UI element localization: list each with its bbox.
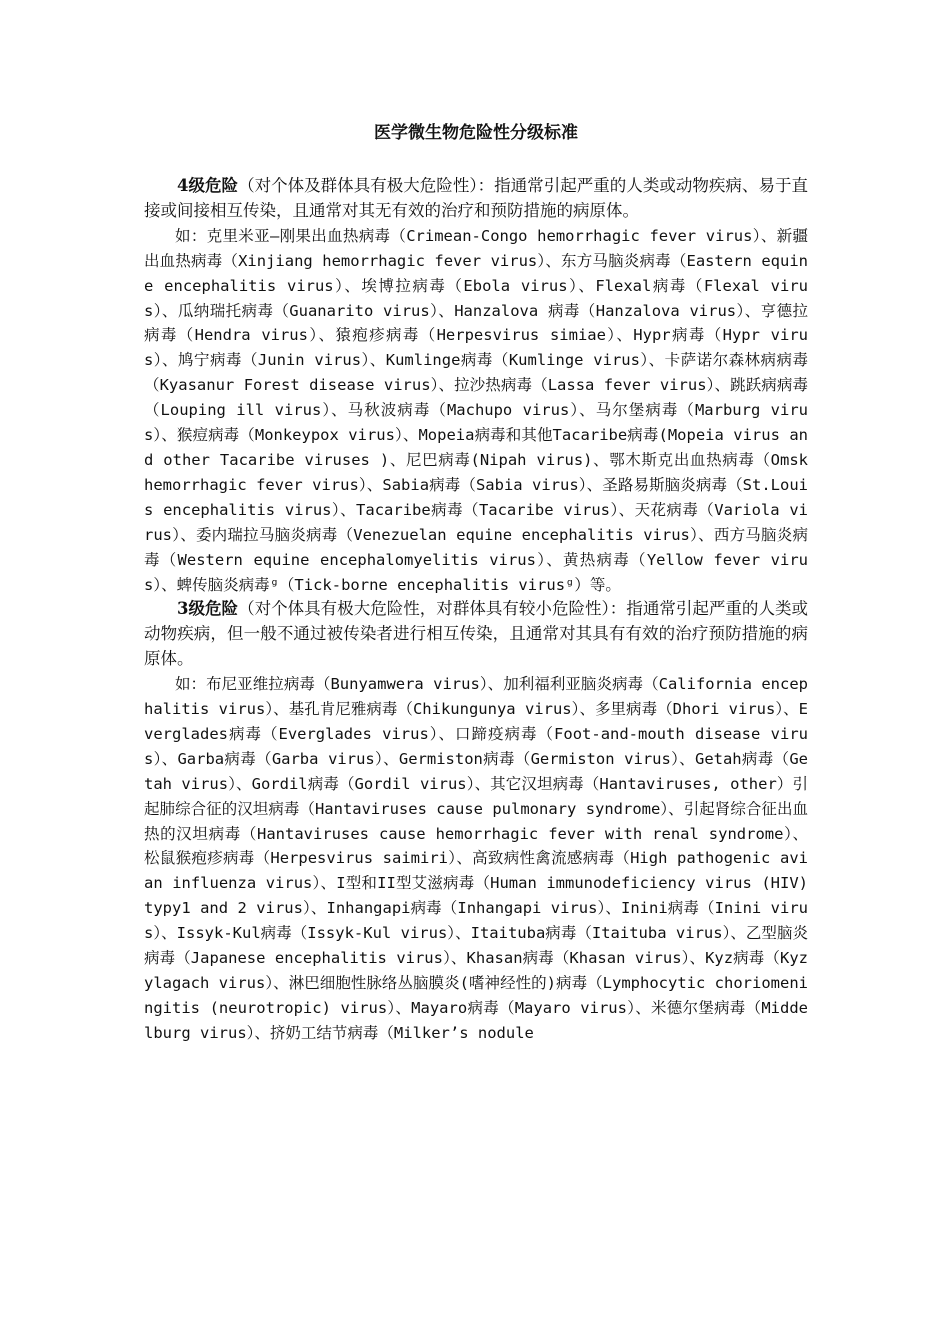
level3-paragraph [144,597,808,672]
level3-examples: 如：布尼亚维拉病毒（Bunyamwera virus）、加利福利亚脑炎病毒（California encephalitis virus）、基孔肯尼雅病毒（Chikungunya virus）、多里病毒（Dhori virus）、Everglades病毒（Everglades virus）、口蹄疫病毒（Foot-and-mouth disease virus）、Garba病毒（Garba virus）、Germiston病毒（Germiston virus）、Getah病毒（Getah virus）、Gordil病毒（Gordil virus）、其它汉坦病毒（Hantaviruses, other）引起肺综合征的汉坦病毒（Hantaviruses cause pulmonary syndrome）、引起肾综合征出血热的汉坦病毒（Hantaviruses cause hemorrhagic fever with renal syndrome）、松鼠猴疱疹病毒（Herpesvirus saimiri）、高致病性禽流感病毒（High pathogenic avian influenza virus）、I型和II型艾滋病毒（Human immunodeficiency virus (HIV) typy1 and 2 virus）、Inhangapi病毒（Inhangapi virus）、Inini病毒（Inini virus）、Issyk-Kul病毒（Issyk-Kul virus）、Itaituba病毒（Itaituba virus）、乙型脑炎病毒（Japanese encephalitis virus）、Khasan病毒（Khasan virus）、Kyz病毒（Kyzylagach virus）、淋巴细胞性脉络丛脑膜炎(嗜神经性的)病毒（Lymphocytic choriomeningitis (neurotropic) virus）、Mayaro病毒（Mayaro virus）、米德尔堡病毒（Middelburg virus）、挤奶工结节病毒（Milker’s nodule [144,675,808,1042]
level4-examples: 如：克里米亚—刚果出血热病毒（Crimean-Congo hemorrhagic fever virus）、新疆出血热病毒（Xinjiang hemorrhagic fever virus）、东方马脑炎病毒（Eastern equine encephalitis virus）、埃博拉病毒（Ebola virus）、Flexal病毒（Flexal virus）、瓜纳瑞托病毒（Guanarito virus）、Hanzalova 病毒（Hanzalova virus）、亨德拉病毒（Hendra virus）、猿疱疹病毒（Herpesvirus simiae）、Hypr病毒（Hypr virus）、鸠宁病毒（Junin virus）、Kumlinge病毒（Kumlinge virus）、卡萨诺尔森林病病毒（Kyasanur Forest disease virus）、拉沙热病毒（Lassa fever virus）、跳跃病病毒（Louping ill virus）、马秋波病毒（Machupo virus）、马尔堡病毒（Marburg virus）、猴痘病毒（Monkeypox virus）、Mopeia病毒和其他Tacaribe病毒(Mopeia virus and other Tacaribe viruses )、尼巴病毒(Nipah virus)、鄂木斯克出血热病毒（Omsk hemorrhagic fever virus）、Sabia病毒（Sabia virus）、圣路易斯脑炎病毒（St.Louis encephalitis virus）、Tacaribe病毒（Tacaribe virus）、天花病毒（Variola virus）、委内瑞拉马脑炎病毒（Venezuelan equine encephalitis virus）、西方马脑炎病毒（Western equine encephalomyelitis virus）、黄热病毒（Yellow fever virus）、蜱传脑炎病毒ᵍ（Tick-borne encephalitis virusᵍ）等。 [144,226,808,594]
level3-label: 3级危险 [177,599,239,619]
level4-paragraph [144,174,808,224]
level3-definition: （对个体具有极大危险性，对群体具有较小危险性）：指通常引起严重的人类或动物疾病，但一般不通过被传染者进行相互传染，且通常对其具有有效的治疗预防措施的病原体。 [144,599,808,669]
document-title: 医学微生物危险性分级标准 [374,123,578,143]
level4-label: 4级危险 [177,176,239,195]
document-page [144,120,808,1046]
level4-definition: （对个体及群体具有极大危险性）：指通常引起严重的人类或动物疾病、易于直接或间接相互传染，且通常对其无有效的治疗和预防措施的病原体。 [144,176,808,220]
